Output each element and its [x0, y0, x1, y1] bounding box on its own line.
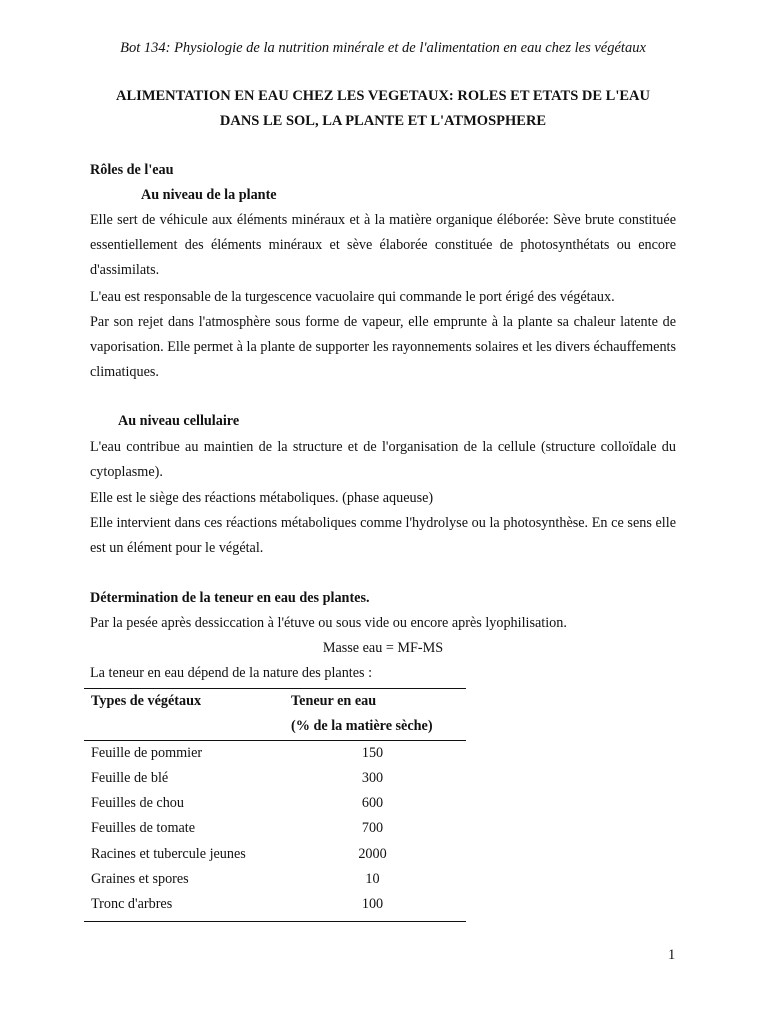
table-cell-type: Feuille de blé: [91, 769, 169, 786]
document-title: [90, 84, 676, 134]
section-heading-roles: Rôles de l'eau: [90, 162, 174, 178]
running-header: Bot 134: Physiologie de la nutrition minérale et de l'alimentation en eau chez les végétaux: [120, 40, 646, 56]
table-header-teneur: Teneur en eau: [291, 689, 466, 715]
table-row: [84, 791, 466, 816]
title-line-1: ALIMENTATION EN EAU CHEZ LES VEGETAUX: ROLES ET ETATS DE L'EAU: [116, 88, 650, 104]
table-cell-type: Feuille de pommier: [91, 744, 203, 761]
paragraph-determination-1: Par la pesée après dessiccation à l'étuve ou sous vide ou encore après lyophilisation.: [90, 615, 567, 631]
title-line-2: DANS LE SOL, LA PLANTE ET L'ATMOSPHERE: [219, 113, 547, 129]
table-cell-type: Feuilles de tomate: [91, 820, 196, 837]
paragraph-plante-3: Par son rejet dans l'atmosphère sous forme de vapeur, elle emprunte à la plante sa chaleur latente de vaporisation. Elle permet à la plante de supporter les rayonnements solaires et les divers échauffements climatiques.: [90, 314, 676, 381]
subheading-cellulaire: Au niveau cellulaire: [118, 413, 240, 429]
table-cell-type: Racines et tubercule jeunes: [91, 845, 246, 862]
paragraph-determination-2: La teneur en eau dépend de la nature des plantes :: [90, 665, 373, 681]
section-heading-determination: Détermination de la teneur en eau des plantes.: [90, 590, 370, 606]
table-cell-type: Tronc d'arbres: [84, 892, 291, 921]
table-cell-value: 600: [361, 795, 384, 812]
table-row: [84, 842, 466, 867]
paragraph-plante-2: L'eau est responsable de la turgescence vacuolaire qui commande le port érigé des végétaux.: [90, 289, 615, 305]
table-cell-value: 300: [361, 769, 384, 786]
paragraph-cellulaire-1: L'eau contribue au maintien de la structure et de l'organisation de la cellule (structure colloïdale du cytoplasme).: [90, 439, 676, 481]
table-row: [84, 867, 466, 892]
table-row: [84, 816, 466, 841]
table-cell-value: 150: [361, 744, 384, 761]
table-cell-value: 100: [291, 892, 466, 921]
table-cell-value: 10: [365, 871, 380, 888]
paragraph-cellulaire-3: Elle intervient dans ces réactions métaboliques comme l'hydrolyse ou la photosynthèse. En ce sens elle est un élément pour le végétal.: [90, 515, 676, 557]
formula-masse-eau: Masse eau = MF-MS: [322, 640, 444, 656]
table-cell-type: Graines et spores: [91, 871, 189, 888]
table-cell-type: Feuilles de chou: [91, 795, 184, 812]
table-cell-value: 2000: [358, 845, 387, 862]
table-header-types: Types de végétaux: [84, 689, 291, 715]
table-row: [84, 740, 466, 766]
water-content-table: [84, 688, 466, 922]
paragraph-cellulaire-2: Elle est le siège des réactions métaboliques. (phase aqueuse): [90, 490, 434, 506]
page-number: 1: [668, 947, 676, 963]
table-header-teneur-unit: (% de la matière sèche): [291, 714, 466, 740]
table-row: [84, 892, 466, 921]
paragraph-plante-1: Elle sert de véhicule aux éléments minéraux et à la matière organique éléborée: Sève brute constituée essentiellement des éléments minéraux et sève élaborée constituée de photosynthétats ou encore d'assimilats.: [90, 212, 676, 279]
table-cell-value: 700: [361, 820, 384, 837]
table-row: [84, 766, 466, 791]
subheading-plante: Au niveau de la plante: [141, 187, 277, 203]
